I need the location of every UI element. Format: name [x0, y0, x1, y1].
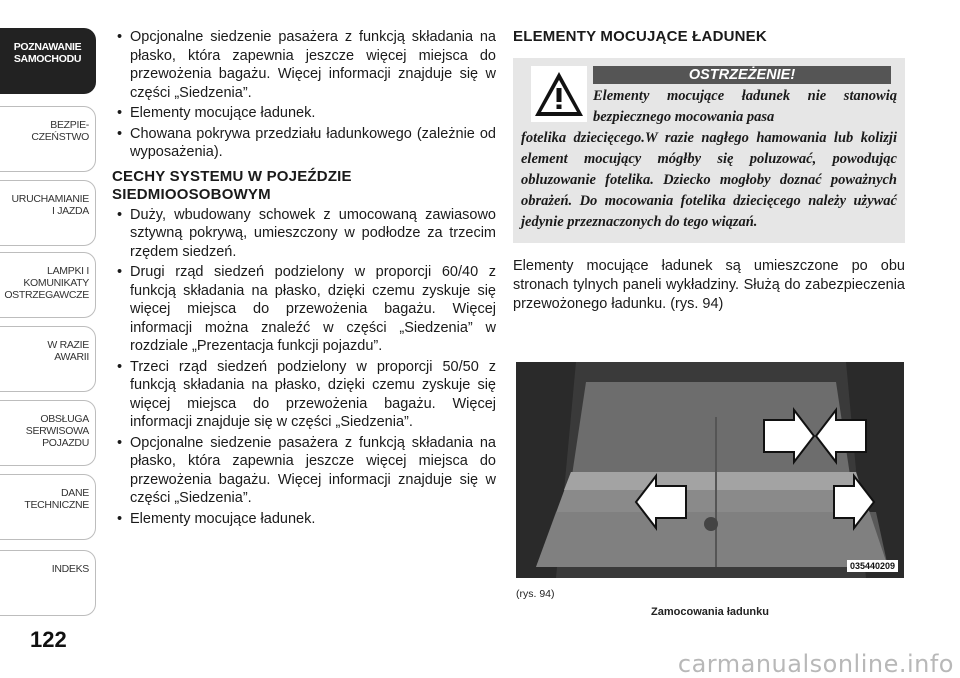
bullet-item: • Chowana pokrywa przedziału ładunkowego (zależnie od wyposażenia).	[112, 125, 496, 162]
sidebar-tab-3[interactable]	[0, 180, 96, 246]
cargo-photo	[516, 362, 904, 578]
figure-reference: (rys. 94)	[516, 588, 555, 600]
sidebar-tab-1[interactable]	[0, 28, 96, 94]
sidebar-tab-label-line: POJAZDU	[42, 437, 89, 449]
sidebar-tab-label-line: POZNAWANIE	[13, 41, 82, 53]
sidebar-tab-label-line: I JAZDA	[52, 205, 89, 217]
sidebar-tab-2[interactable]	[0, 106, 96, 172]
sidebar-tab-label-line: TECHNICZNE	[24, 499, 89, 511]
bullet-list-top	[112, 28, 496, 162]
sidebar-tab-7[interactable]	[0, 474, 96, 540]
sidebar-tab-label-line: SERWISOWA	[25, 425, 89, 437]
watermark: carmanualsonline.info	[677, 650, 954, 678]
sidebar-tab-label-line: SAMOCHODU	[13, 53, 82, 65]
sidebar-tab-label-line: URUCHAMIANIE	[11, 193, 89, 205]
warning-text-first: Elementy mocujące ładunek nie stanowią bezpiecznego mocowania pasa	[593, 88, 897, 125]
warning-title: OSTRZEŻENIE!	[593, 66, 891, 84]
sidebar-tab-label-line: INDEKS	[51, 563, 89, 575]
sidebar-tab-label-line: DANE	[61, 487, 89, 499]
bullet-item: • Trzeci rząd siedzeń podzielony w proporcji 50/50 z funkcją składania na płasko, dzięki czemu zyskuje się więcej miejsca do przewożenia bagażu. Więcej informacji znajduje się w części „Siedzenia”.	[112, 358, 496, 432]
sidebar-tab-label-line: W RAZIE	[47, 339, 89, 351]
sidebar-tab-label-line: OSTRZEGAWCZE	[4, 289, 89, 301]
bullet-item: • Opcjonalne siedzenie pasażera z funkcją składania na płasko, która zapewnia jeszcze więcej miejsca do przewożenia bagażu. Więcej informacji znajduje się w części „Siedzenia”.	[112, 28, 496, 102]
sidebar-tab-label-line: KOMUNIKATY	[23, 277, 89, 289]
sidebar-tab-label-line: LAMPKI I	[47, 265, 89, 277]
sidebar-tab-label-line: OBSŁUGA	[40, 413, 89, 425]
bullet-item: • Opcjonalne siedzenie pasażera z funkcją składania na płasko, która zapewnia jeszcze więcej miejsca do przewożenia bagażu. Więcej informacji znajduje się w części „Siedzenia”.	[112, 434, 496, 508]
left-column	[112, 28, 496, 530]
cargo-area-illustration	[516, 362, 904, 578]
sidebar-tab-6[interactable]	[0, 400, 96, 466]
bullet-item: • Drugi rząd siedzeń podzielony w proporcji 60/40 z funkcją składania na płasko, dzięki czemu zyskuje się więcej miejsca do przewożenia bagażu. Więcej informacji można znaleźć w części „Siedzenia” w rozdziale „Prezentacja funkcji pojazdu”.	[112, 263, 496, 356]
warning-triangle-icon	[531, 66, 587, 122]
right-column	[513, 28, 905, 314]
sidebar-tab-5[interactable]	[0, 326, 96, 392]
sidebar-tab-label-line: BEZPIE-	[50, 119, 89, 131]
warning-box	[513, 58, 905, 243]
bullet-list-bottom	[112, 206, 496, 529]
section-heading-cargo: ELEMENTY MOCUJĄCE ŁADUNEK	[513, 28, 767, 45]
warning-text-rest: fotelika dziecięcego.W razie nagłego hamowania lub kolizji element mocujący mógłby się poluzować, powodując obluzowanie fotelika. Dziecko mogłoby doznać poważnych obrażeń. Do mocowania fotelika dziecięcego należy używać jedynie przeznaczonych do tego wiązań.	[521, 130, 897, 230]
bullet-item: • Elementy mocujące ładunek.	[112, 104, 496, 123]
sidebar-tab-4[interactable]	[0, 252, 96, 318]
sidebar-tab-label-line: AWARII	[54, 351, 89, 363]
sidebar-tab-label-line: CZEŃSTWO	[31, 131, 89, 143]
figure-code: 035440209	[847, 560, 898, 572]
bullet-item: • Duży, wbudowany schowek z umocowaną zawiasowo sztywną pokrywą, umieszczony w podłodze za trzecim rzędem siedzeń.	[112, 206, 496, 262]
figure-caption: Zamocowania ładunku	[651, 606, 769, 618]
page-number: 122	[30, 627, 67, 652]
sidebar-tab-8[interactable]	[0, 550, 96, 616]
bullet-item: • Elementy mocujące ładunek.	[112, 510, 496, 529]
section-heading-seven-seat: CECHY SYSTEMU W POJEŹDZIE SIEDMIOOSOBOWYM	[112, 167, 352, 203]
cargo-paragraph: Elementy mocujące ładunek są umieszczone po obu stronach tylnych paneli wykładziny. Służą do zabezpieczenia przewożonego ładunku. (rys. 94)	[513, 258, 905, 312]
